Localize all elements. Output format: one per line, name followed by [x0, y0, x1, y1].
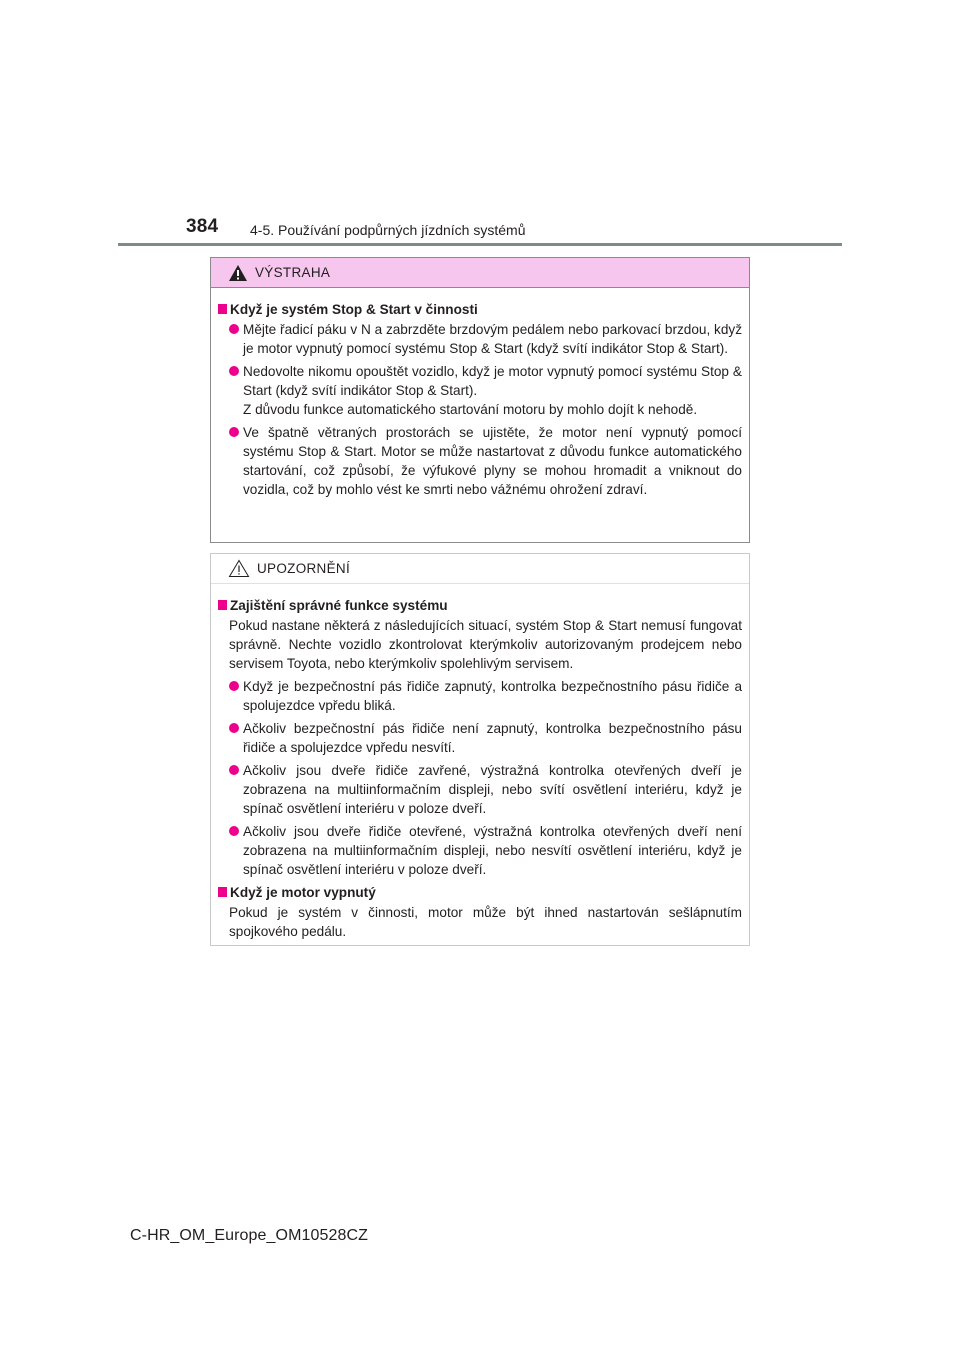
header-rule	[118, 243, 842, 246]
caution-topic	[218, 596, 742, 615]
caution-box	[210, 553, 750, 946]
caution-topic	[218, 883, 742, 902]
warning-body	[211, 288, 749, 499]
section-title: 4-5. Používání podpůrných jízdních systémů	[250, 222, 526, 238]
warning-label: VÝSTRAHA	[255, 265, 331, 280]
caution-label: UPOZORNĚNÍ	[257, 561, 351, 576]
warning-topic	[218, 300, 742, 319]
list-item-text: Nedovolte nikomu opouštět vozidlo, když je motor vypnutý pomocí systému Stop & Start (když svítí indikátor Stop & Start).	[243, 364, 742, 398]
list-item-text: Když je bezpečnostní pás řidiče zapnutý, kontrolka bezpečnostního pásu řidiče a spolujezdce vpředu bliká.	[243, 679, 742, 713]
caution-body	[211, 584, 749, 941]
list-item-text: Mějte řadicí páku v N a zabrzděte brzdovým pedálem nebo parkovací brzdou, když je motor vypnutý pomocí systému Stop & Start (když svítí indikátor Stop & Start).	[243, 322, 742, 356]
square-bullet-icon	[218, 600, 227, 610]
round-bullet-icon	[229, 324, 239, 334]
document-code: C-HR_OM_Europe_OM10528CZ	[130, 1227, 369, 1244]
list-item-text: Ve špatně větraných prostorách se ujistěte, že motor není vypnutý pomocí systému Stop & Start. Motor se může nastartovat z důvodu funkce automatického startování, což způsobí, že výfukové plyny se mohou hromadit a vniknout do vozidla, což by mohlo vést ke smrti nebo vážnému ohrožení zdraví.	[243, 425, 742, 497]
list-item-text: Ačkoliv jsou dveře řidiče zavřené, výstražná kontrolka otevřených dveří je zobrazena na multiinformačním displeji, nebo svítí osvětlení interiéru, když je spínač osvětlení interiéru v poloze dveří.	[243, 763, 742, 816]
caution-header	[211, 554, 749, 584]
square-bullet-icon	[218, 304, 227, 314]
round-bullet-icon	[229, 826, 239, 836]
caution-intro: Pokud nastane některá z následujících situací, systém Stop & Start nemusí fungovat správně. Nechte vozidlo zkontrolovat kterýmkoliv autorizovaným prodejcem nebo servisem Toyota, nebo kterýmkoliv spolehlivým servisem.	[229, 618, 742, 671]
warning-topic-text: Když je systém Stop & Start v činnosti	[230, 302, 478, 317]
round-bullet-icon	[229, 681, 239, 691]
list-item-extra: Z důvodu funkce automatického startování motoru by mohlo dojít k nehodě.	[243, 402, 698, 417]
square-bullet-icon	[218, 887, 227, 897]
caution-topic2-text: Pokud je systém v činnosti, motor může být ihned nastartován sešlápnutím spojkového pedálu.	[229, 905, 742, 939]
round-bullet-icon	[229, 427, 239, 437]
round-bullet-icon	[229, 765, 239, 775]
list-item	[218, 719, 742, 757]
warning-triangle-filled-icon	[228, 264, 248, 282]
list-item-text: Ačkoliv bezpečnostní pás řidiče není zapnutý, kontrolka bezpečnostního pásu řidiče a spolujezdce vpředu nesvítí.	[243, 721, 742, 755]
caution-topic-text: Zajištění správné funkce systému	[230, 598, 448, 613]
round-bullet-icon	[229, 723, 239, 733]
list-item	[218, 761, 742, 818]
round-bullet-icon	[229, 366, 239, 376]
list-item	[218, 423, 742, 499]
list-item	[218, 362, 742, 419]
list-item	[218, 320, 742, 358]
warning-triangle-outline-icon	[228, 559, 250, 578]
warning-header	[211, 258, 749, 288]
warning-box	[210, 257, 750, 543]
page-number: 384	[186, 216, 219, 237]
list-item	[218, 822, 742, 879]
list-item	[218, 677, 742, 715]
list-item-text: Ačkoliv jsou dveře řidiče otevřené, výstražná kontrolka otevřených dveří není zobrazena na multiinformačním displeji, nebo nesvítí osvětlení interiéru, když je spínač osvětlení interiéru v poloze dveří.	[243, 824, 742, 877]
caution-topic-text: Když je motor vypnutý	[230, 885, 376, 900]
